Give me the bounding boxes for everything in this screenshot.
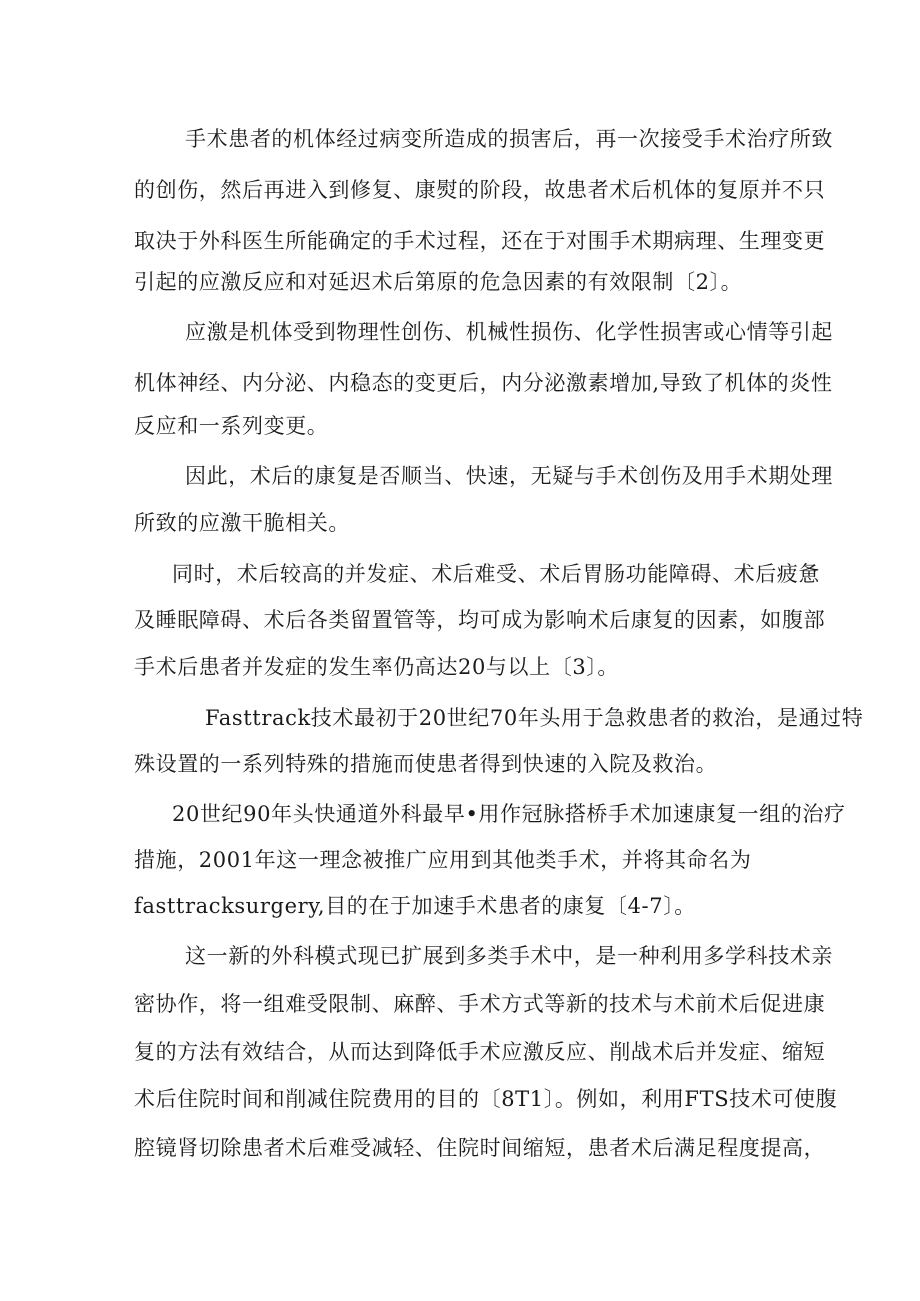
- text-line: 这一新的外科模式现已扩展到多类手术中，是一种利用多学科技术亲: [185, 944, 833, 968]
- text-line: Fasttrack技术最初于20世纪70年头用于急救患者的救治，是通过特: [205, 706, 864, 730]
- text-line: 引起的应激反应和对延迟术后第原的危急因素的有效限制〔2〕。: [134, 270, 743, 294]
- text-line: 的创伤，然后再进入到修复、康熨的阶段，故患者术后机体的复原并不只: [134, 178, 826, 202]
- text-line: 机体神经、内分泌、内稳态的变更后，内分泌激素增加,导致了机体的炎性: [134, 371, 833, 395]
- text-line: 复的方法有效结合，从而达到降低手术应激反应、削战术后并发症、缩短: [134, 1040, 826, 1064]
- text-line: 及睡眠障碍、术后各类留置管等，均可成为影响术后康复的因素，如腹部: [134, 608, 826, 632]
- text-line: 密协作，将一组难受限制、麻醉、手术方式等新的技术与术前术后促进康: [134, 992, 826, 1016]
- text-line: 殊设置的一系列特殊的措施而使患者得到快速的入院及救治。: [134, 752, 718, 776]
- text-line: 术后住院时间和削减住院费用的目的〔8T1〕。例如，利用FTS技术可使腹: [134, 1087, 838, 1111]
- text-line: 反应和一系列变更。: [134, 414, 329, 438]
- text-line: 取决于外科医生所能确定的手术过程，还在于对围手术期病理、生理变更: [134, 229, 826, 253]
- text-line: 20世纪90年头快通道外科最早•用作冠脉搭桥手术加速康复一组的治疗: [172, 802, 846, 826]
- text-line: 腔镜肾切除患者术后难受减轻、住院时间缩短，患者术后满足程度提高，: [134, 1136, 826, 1160]
- text-line: 所致的应激干脆相关。: [134, 511, 350, 535]
- text-line: 应激是机体受到物理性创伤、机械性损伤、化学性损害或心情等引起: [185, 320, 833, 344]
- text-line: 手术患者的机体经过病变所造成的损害后，再一次接受手术治疗所致: [185, 127, 833, 151]
- text-line: 同时，术后较高的并发症、术后难受、术后胃肠功能障碍、术后疲惫: [172, 562, 820, 586]
- text-line: fasttracksurgery,目的在于加速手术患者的康复〔4-7〕。: [134, 894, 696, 918]
- text-line: 因此，术后的康复是否顺当、快速，无疑与手术创伤及用手术期处理: [185, 464, 833, 488]
- text-line: 措施，2001年这一理念被推广应用到其他类手术，并将其命名为: [134, 848, 752, 872]
- text-line: 手术后患者并发症的发生率仍高达20与以上〔3〕。: [134, 655, 619, 679]
